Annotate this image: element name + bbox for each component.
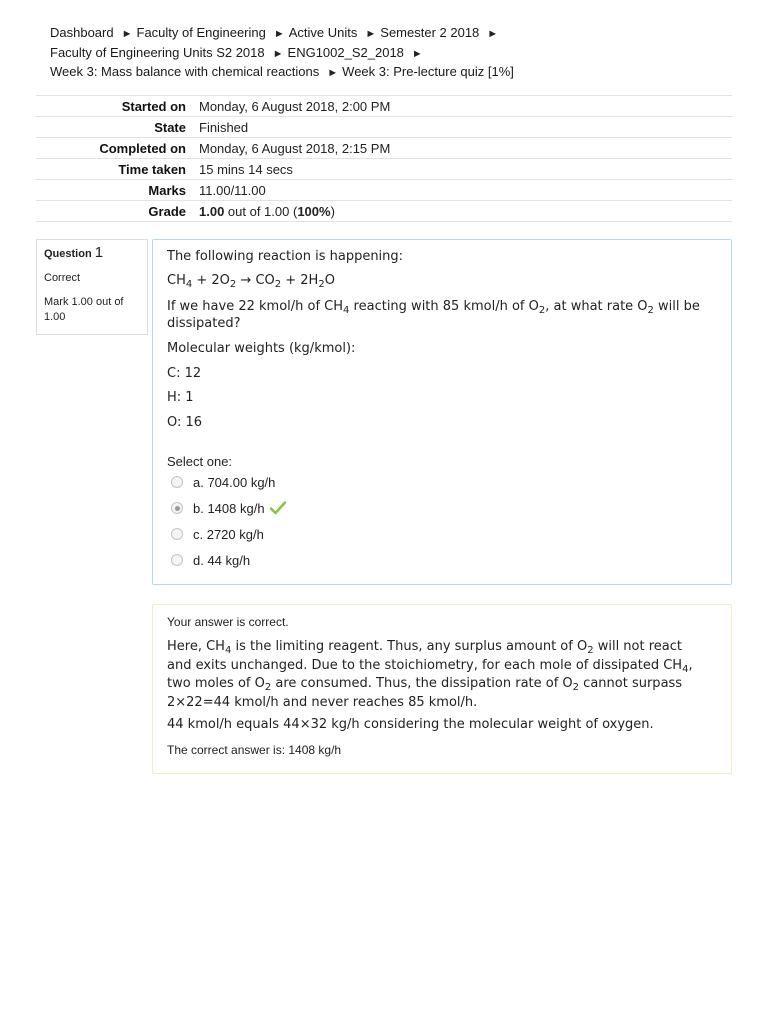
question-state: Correct (44, 272, 81, 284)
answer-option-d[interactable] (171, 551, 250, 569)
breadcrumb-course[interactable]: ENG1002_S2_2018 (287, 44, 404, 60)
answer-label: d. 44 kg/h (193, 552, 251, 568)
breadcrumb-separator: ► (273, 28, 285, 40)
breadcrumb-week-section[interactable]: Week 3: Mass balance with chemical reactions (50, 64, 320, 79)
q-text: If we have 22 kmol/h of CH (167, 299, 344, 314)
breadcrumb-faculty-units[interactable]: Faculty of Engineering Units S2 2018 (50, 44, 265, 60)
breadcrumb-dashboard[interactable]: Dashboard (50, 25, 114, 40)
summary-label: Completed on (99, 140, 186, 156)
question-intro: The following reaction is happening: (167, 249, 404, 264)
breadcrumb-semester[interactable]: Semester 2 2018 (380, 25, 480, 40)
feedback-correct-message: Your answer is correct. (167, 615, 289, 629)
radio-button[interactable] (171, 476, 183, 488)
question-prompt-text (167, 298, 707, 332)
breadcrumb-quiz[interactable]: Week 3: Pre-lecture quiz [1%] (342, 64, 514, 79)
answer-option-b[interactable] (171, 499, 287, 517)
summary-value (193, 201, 732, 222)
question-info-box (36, 239, 148, 335)
fb-text: are consumed. Thus, the dissipation rate of O (271, 676, 573, 691)
radio-button-checked[interactable] (171, 502, 183, 514)
breadcrumb-separator: ► (272, 47, 284, 60)
summary-row-grade (36, 201, 732, 222)
summary-value: 15 mins 14 secs (199, 161, 293, 177)
question-number-value: 1 (94, 244, 104, 261)
question-mark: Mark 1.00 out of 1.00 (44, 296, 124, 323)
q-text: , at what rate O (545, 299, 648, 314)
q-text: will be dissipated? (167, 299, 700, 331)
fb-sub: 2 (587, 645, 594, 656)
reaction-equation (167, 273, 335, 288)
breadcrumb-separator: ► (121, 28, 133, 40)
answer-label: b. 1408 kg/h (193, 500, 265, 516)
eq-text: O (324, 273, 335, 288)
summary-label: Time taken (118, 161, 186, 177)
q-sub: 4 (343, 305, 350, 316)
question-label: Question (44, 248, 92, 260)
grade-percent: 100% (297, 203, 331, 219)
fb-sub: 4 (224, 645, 232, 656)
grade-text-end: ) (330, 203, 335, 219)
summary-label: Started on (121, 98, 186, 114)
fb-text: is the limiting reagent. Thus, any surplus amount of O (231, 639, 588, 654)
molecular-weight-o: O: 16 (167, 415, 203, 430)
radio-button[interactable] (171, 528, 183, 540)
feedback-box (152, 604, 732, 774)
eq-sub: 4 (185, 279, 193, 290)
question-formulation (152, 239, 732, 585)
breadcrumb-active-units[interactable]: Active Units (288, 25, 358, 40)
fb-text: Here, CH (167, 639, 225, 654)
answer-option-c[interactable] (171, 525, 264, 543)
quiz-summary-table (36, 95, 732, 222)
summary-row-marks (36, 180, 732, 201)
feedback-paragraph-2: 44 kmol/h equals 44×32 kg/h considering the molecular weight of oxygen. (167, 717, 654, 732)
molecular-weights-header: Molecular weights (kg/kmol): (167, 341, 356, 356)
fb-sub: 2 (264, 682, 272, 693)
molecular-weight-h: H: 1 (167, 390, 194, 405)
answer-option-a[interactable] (171, 473, 275, 491)
grade-score: 1.00 (199, 203, 225, 219)
radio-button[interactable] (171, 554, 183, 566)
summary-row-time-taken (36, 159, 732, 180)
q-text: reacting with 85 kmol/h of O (349, 299, 539, 314)
eq-sub: 2 (318, 279, 325, 290)
select-one-prompt: Select one: (167, 454, 233, 469)
answer-label: c. 2720 kg/h (193, 526, 264, 542)
q-sub: 2 (647, 305, 654, 316)
summary-label: State (154, 119, 186, 135)
summary-value: Monday, 6 August 2018, 2:00 PM (199, 98, 391, 114)
summary-label: Marks (148, 182, 186, 198)
q-sub: 2 (538, 305, 546, 316)
fb-text: cannot surpass 2×22=44 kmol/h and never reaches 85 kmol/h. (167, 676, 683, 710)
eq-text: + 2H (281, 273, 319, 288)
summary-value: Monday, 6 August 2018, 2:15 PM (199, 140, 391, 156)
grade-text: out of 1.00 ( (224, 203, 298, 219)
eq-text: + 2O (192, 273, 230, 288)
eq-text: → CO (236, 273, 275, 288)
breadcrumb-separator: ► (365, 28, 377, 40)
breadcrumb-separator: ► (487, 28, 499, 40)
breadcrumb-faculty[interactable]: Faculty of Engineering (136, 25, 266, 40)
feedback-paragraph (167, 638, 707, 712)
fb-sub: 4 (682, 663, 689, 675)
fb-text: , two moles of O (167, 657, 693, 691)
fb-sub: 2 (572, 682, 580, 693)
molecular-weight-c: C: 12 (167, 366, 202, 381)
summary-row-state (36, 117, 732, 138)
summary-label: Grade (148, 203, 186, 219)
summary-value: Finished (199, 119, 249, 135)
eq-text: CH (167, 273, 186, 288)
summary-row-started (36, 96, 732, 117)
breadcrumb (50, 24, 740, 83)
eq-sub: 2 (274, 279, 282, 290)
summary-value: 11.00/11.00 (199, 182, 266, 198)
eq-sub: 2 (229, 279, 237, 290)
fb-text: will not react and exits unchanged. Due to the stoichiometry, for each mole of dissipated CH (167, 639, 683, 673)
breadcrumb-separator: ► (411, 47, 423, 60)
question-number (44, 245, 140, 262)
summary-row-completed (36, 138, 732, 159)
correct-answer-text: The correct answer is: 1408 kg/h (167, 743, 342, 757)
breadcrumb-separator: ► (327, 67, 339, 79)
answer-label: a. 704.00 kg/h (193, 474, 276, 490)
general-feedback (167, 638, 707, 735)
correct-check-icon (269, 499, 287, 517)
